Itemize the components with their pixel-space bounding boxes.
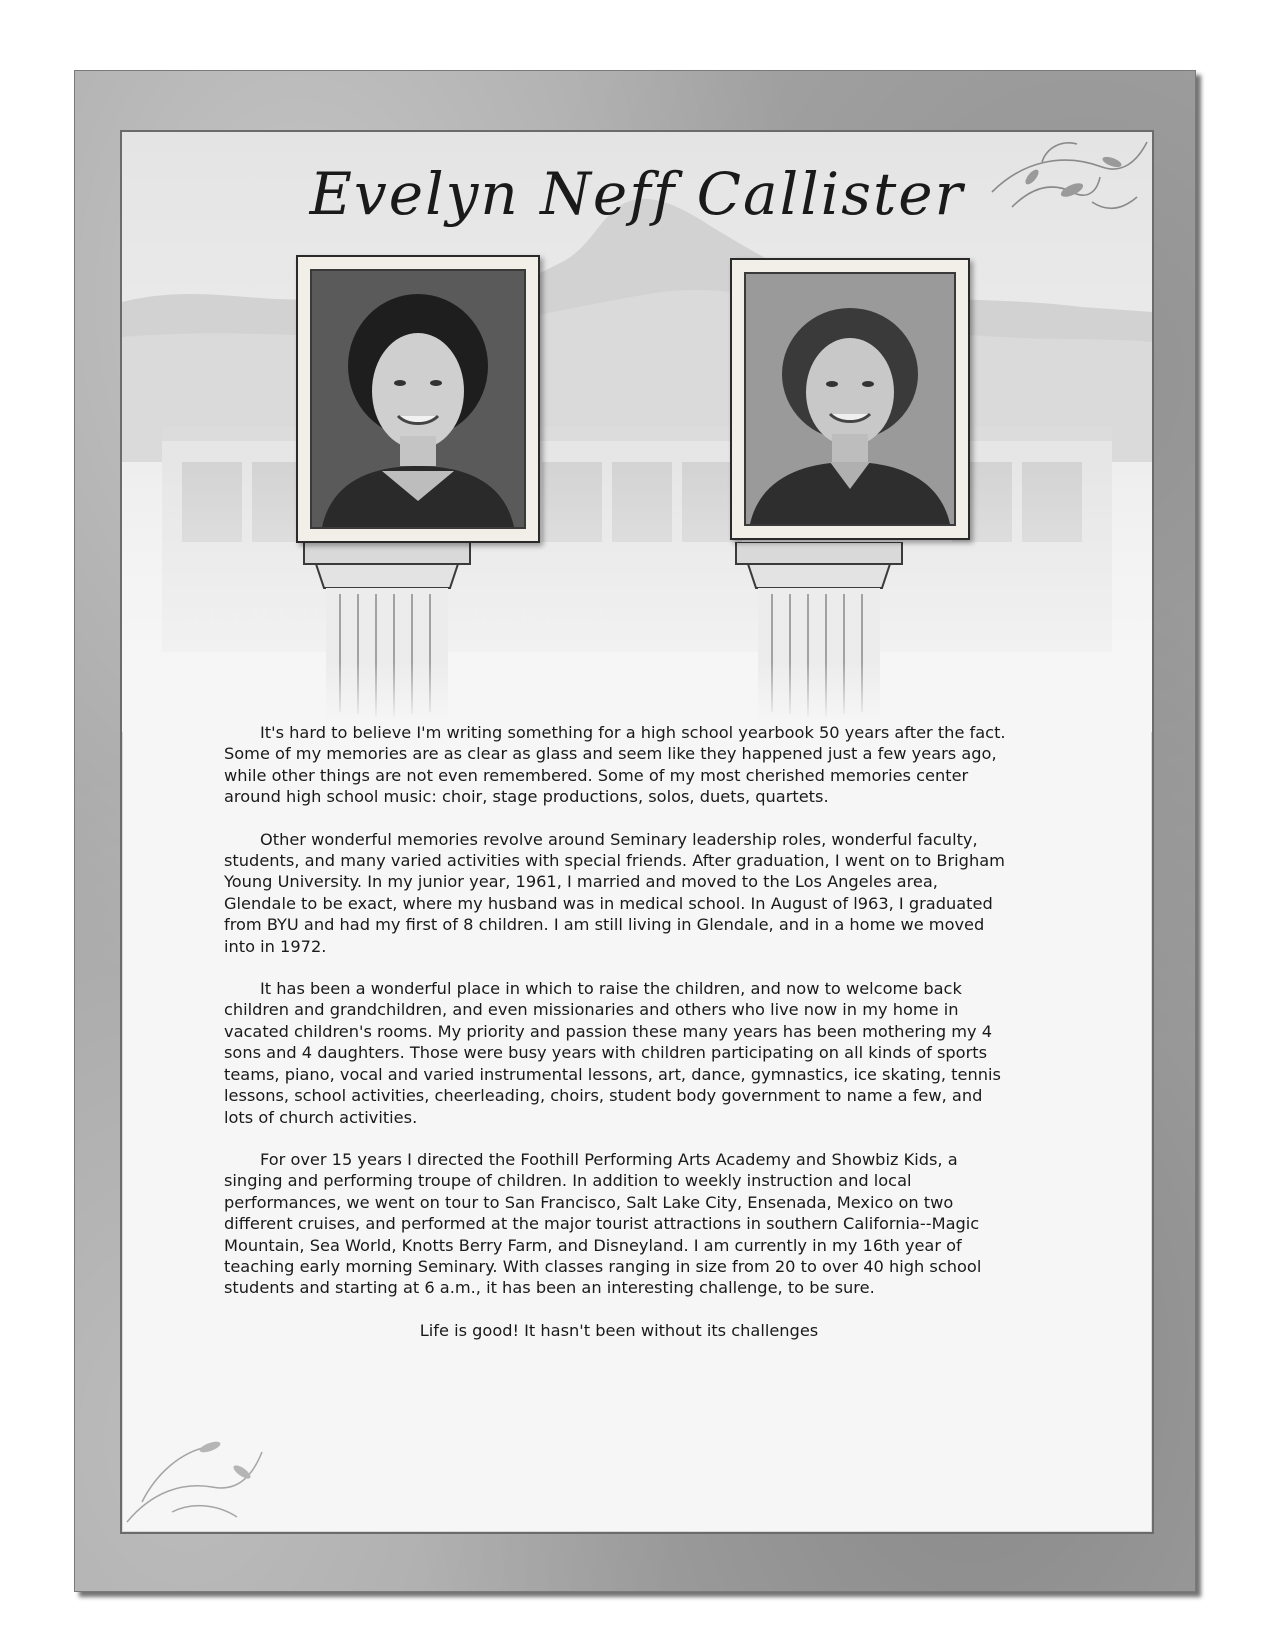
- biography-text: [224, 722, 1014, 1362]
- column-pedestal-left: [302, 542, 472, 722]
- photo-frame-yearbook: [296, 255, 540, 543]
- photo-frame-current: [730, 258, 970, 540]
- paragraph-3: It has been a wonderful place in which to raise the children, and now to welcome back children and grandchildren, and even missionaries and others who live now in my home in vacated children's rooms. My priority and passion these many years has been mothering my 4 sons and 4 daughters. Those were busy years with children participating on all kinds of sports teams, piano, vocal and varied instrumental lessons, art, dance, gymnastics, ice skating, tennis lessons, school activities, cheerleading, choirs, student body government to name a few, and lots of church activities.: [224, 979, 1001, 1127]
- paragraph-2: Other wonderful memories revolve around Seminary leadership roles, wonderful faculty, students, and many varied activities with special friends. After graduation, I went on to Brigham Young University. In my junior year, 1961, I married and moved to the Los Angeles area, Glendale to be exact, where my husband was in medical school. In August of l963, I graduated from BYU and had my first of 8 children. I am still living in Glendale, and in a home we moved into in 1972.: [224, 829, 1005, 956]
- flourish-bottom-left-decoration: [122, 1392, 302, 1532]
- yearbook-portrait-photo: [310, 269, 526, 529]
- page-title: Evelyn Neff Callister: [309, 160, 965, 228]
- paragraph-4: For over 15 years I directed the Foothill Performing Arts Academy and Showbiz Kids, a singing and performing troupe of children. In addition to weekly instruction and local performances, we went on tour to San Francisco, Salt Lake City, Ensenada, Mexico on two different cruises, and performed at the major tourist attractions in southern California--Magic Mountain, Sea World, Knotts Berry Farm, and Disneyland. I am currently in my 16th year of teaching early morning Seminary. With classes ranging in size from 20 to over 40 high school students and starting at 6 a.m., it has been an interesting challenge, to be sure.: [224, 1149, 982, 1298]
- current-portrait-photo: [744, 272, 956, 526]
- content-panel: [120, 130, 1154, 1534]
- column-pedestal-right: [734, 542, 904, 722]
- paragraph-1: It's hard to believe I'm writing something for a high school yearbook 50 years after the fact. Some of my memories are as clear as glass and seem like they happened just a few years ago, while other things are not even remembered. Some of my most cherished memories center around high school music: choir, stage productions, solos, duets, quartets.: [224, 723, 1006, 807]
- closing-line: Life is good! It hasn't been without its challenges: [419, 1320, 819, 1340]
